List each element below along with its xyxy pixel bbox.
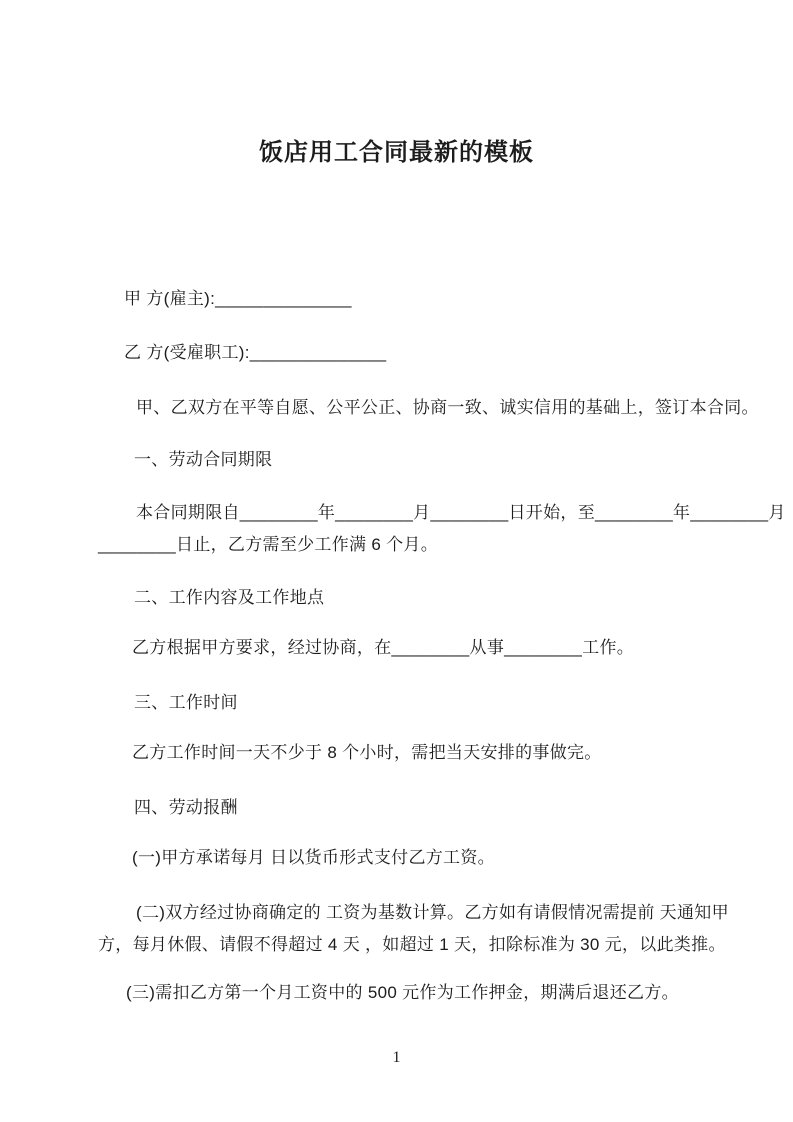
line-pay-item-1: (一)甲方承诺每月 日以货币形式支付乙方工资。 [132,848,495,867]
line-pay-item-3: (三)需扣乙方第一个月工资中的 500 元作为工作押金，期满后退还乙方。 [126,983,679,1002]
line-term-duration-1: 本合同期限自________年________月________日开始，至________年________月 [136,503,786,522]
line-term-duration-2: ________日止，乙方需至少工作满 6 个月。 [98,535,439,554]
page-number: 1 [392,1049,401,1066]
line-work-content: 乙方根据甲方要求，经过协商，在________从事________工作。 [132,638,635,657]
line-party-b: 乙 方(受雇职工):______________ [124,343,387,362]
line-work-hours: 乙方工作时间一天不少于 8 个小时，需把当天安排的事做完。 [132,743,602,762]
heading-section-3-work-hours: 三、工作时间 [134,693,238,712]
document-title: 饭店用工合同最新的模板 [259,139,534,166]
line-preamble: 甲、乙双方在平等自愿、公平公正、协商一致、诚实信用的基础上，签订本合同。 [136,398,759,417]
heading-section-1-term: 一、劳动合同期限 [134,450,273,469]
line-pay-item-2b: 方，每月休假、请假不得超过 4 天 ，如超过 1 天，扣除标准为 30 元，以此类推。 [98,935,726,954]
line-pay-item-2a: (二)双方经过协商确定的 工资为基数计算。乙方如有请假情况需提前 天通知甲 [136,903,729,922]
heading-section-4-compensation: 四、劳动报酬 [134,798,238,817]
line-party-a: 甲 方(雇主):______________ [124,289,352,308]
heading-section-2-content-location: 二、工作内容及工作地点 [134,588,325,607]
